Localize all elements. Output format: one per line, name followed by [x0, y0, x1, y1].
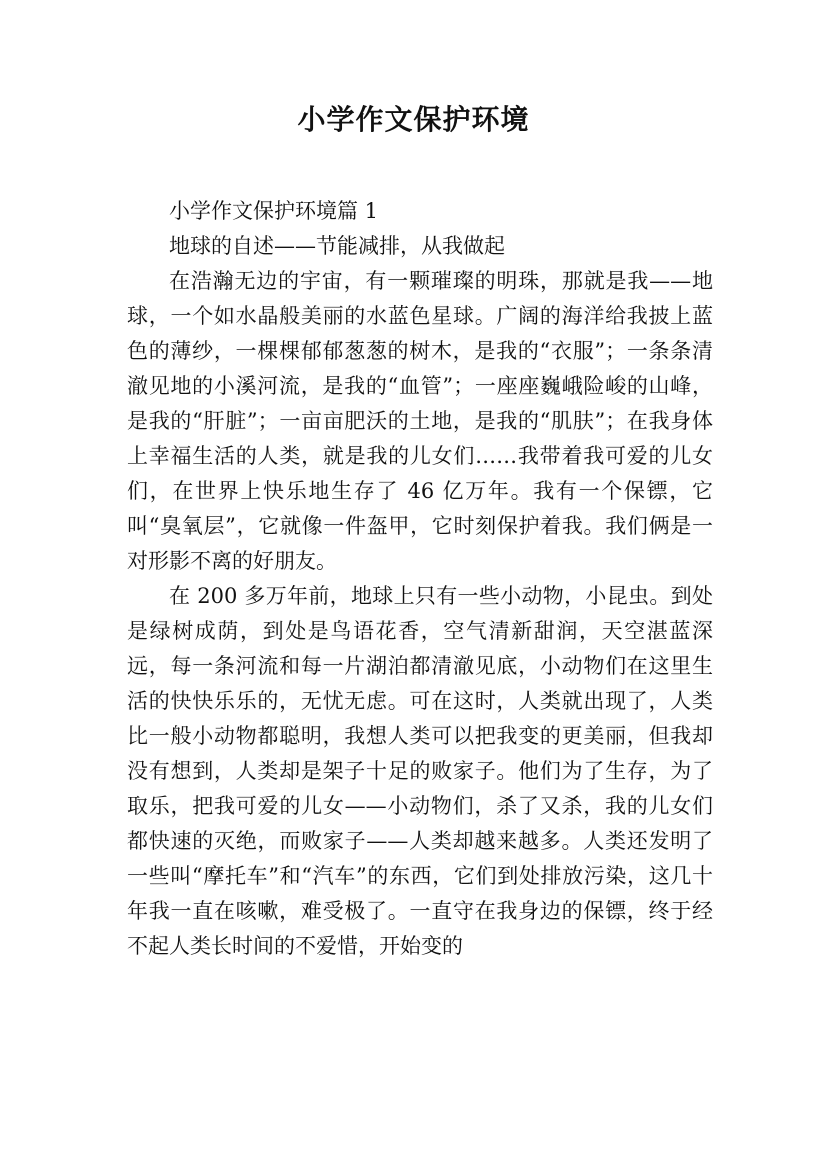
document-title: 小学作文保护环境	[297, 103, 530, 136]
essay-subtitle: 地球的自述——节能减排，从我做起	[169, 234, 505, 258]
body-paragraph: 在浩瀚无边的宇宙，有一颗璀璨的明珠，那就是我——地球，一个如水晶般美丽的水蓝色星球。广阔的海洋给我披上蓝色的薄纱，一棵棵郁郁葱葱的树木，是我的“衣服”；一条条清澈见地的小溪河流，是我的“血管”；一座座巍峨险峻的山峰，是我的“肝脏”；一亩亩肥沃的土地，是我的“肌肤”；在我身体上幸福生活的人类，就是我的儿女们……我带着我可爱的儿女们，在世界上快乐地生存了 46 亿万年。我有一个保镖，它叫“臭氧层”，它就像一件盔甲，它时刻保护着我。我们俩是一对形影不离的好朋友。	[127, 269, 713, 573]
document-body	[127, 194, 713, 964]
body-paragraph: 在 200 多万年前，地球上只有一些小动物，小昆虫。到处是绿树成荫，到处是鸟语花香，空气清新甜润，天空湛蓝深远，每一条河流和每一片湖泊都清澈见底，小动物们在这里生活的快快乐乐的，无忧无虑。可在这时，人类就出现了，人类比一般小动物都聪明，我想人类可以把我变的更美丽，但我却没有想到，人类却是架子十足的败家子。他们为了生存，为了取乐，把我可爱的儿女——小动物们，杀了又杀，我的儿女们都快速的灭绝，而败家子——人类却越来越多。人类还发明了一些叫“摩托车”和“汽车”的东西，它们到处排放污染，这几十年我一直在咳嗽，难受极了。一直守在我身边的保镖，终于经不起人类长时间的不爱惜，开始变的	[127, 584, 713, 958]
section-heading: 小学作文保护环境篇 1	[169, 199, 379, 223]
